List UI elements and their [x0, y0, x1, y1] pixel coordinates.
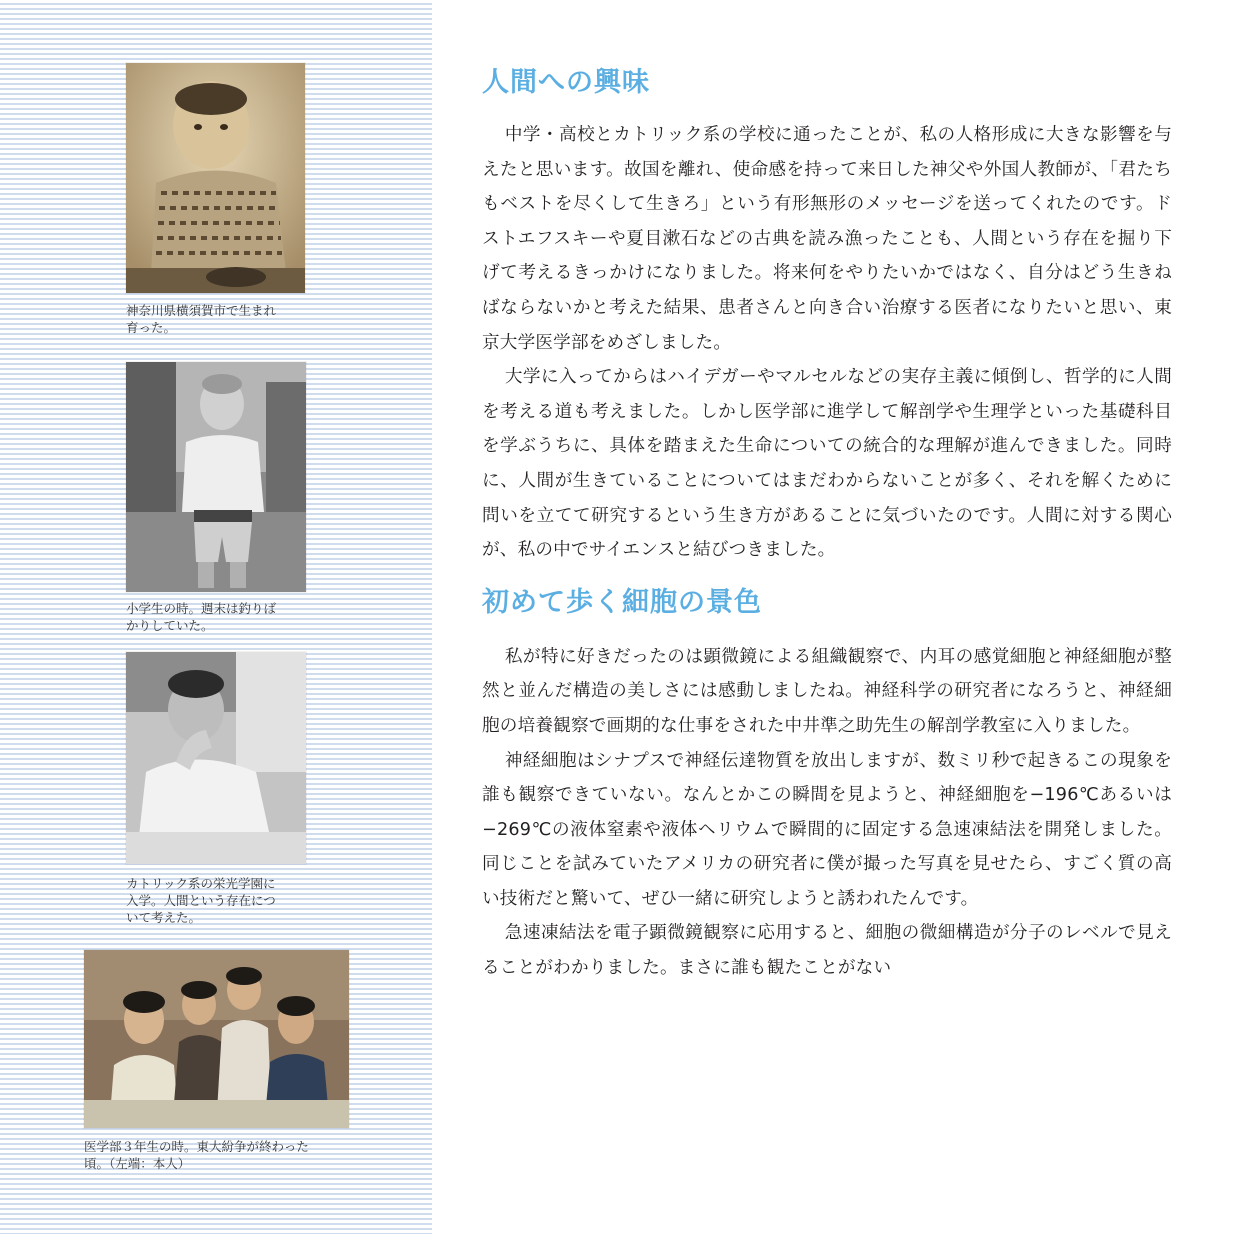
- paragraph: 急速凍結法を電子顕微鏡観察に応用すると、細胞の微細構造が分子のレベルで見えることがわかりました。まさに誰も観たことがない: [482, 923, 1172, 979]
- photo-elementary-boy-caption: 小学生の時。週末は釣りば かりしていた。: [126, 601, 277, 633]
- section-interest-in-humans: [482, 62, 1172, 568]
- photo-medical-students-group-caption: 医学部３年生の時。東大紛争が終わった 頃。（左端：本人）: [84, 1139, 309, 1171]
- paragraph: 大学に入ってからはハイデガーやマルセルなどの実存主義に傾倒し、哲学的に人間を考える道も考えました。しかし医学部に進学して解剖学や生理学といった基礎科目を学ぶうちに、具体を踏まえた生命についての統合的な理解が進んできました。同時に、人間が生きていることについてはまだわからないことが多く、それを解くために問いを立てて研究するという生き方があることに気づいたのです。人間に対する関心が、私の中でサイエンスと結びつきました。: [482, 367, 1172, 561]
- photo-highschool-student-image: [126, 652, 306, 864]
- photo-baby-caption: 神奈川県横須賀市で生まれ 育った。: [126, 303, 277, 335]
- section-body: [482, 118, 1172, 568]
- photo-elementary-boy-image: [126, 362, 306, 592]
- paragraph: 私が特に好きだったのは顕微鏡による組織観察で、内耳の感覚細胞と神経細胞が整然と並んだ構造の美しさには感動しましたね。神経科学の研究者になろうと、神経細胞の培養観察で画期的な仕事をされた中井準之助先生の解剖学教室に入りました。: [482, 646, 1172, 736]
- photo-medical-students-group-image: [84, 950, 349, 1128]
- photo-baby-image: [126, 63, 305, 293]
- paragraph: 神経細胞はシナプスで神経伝達物質を放出しますが、数ミリ秒で起きるこの現象を誰も観察できていない。なんとかこの瞬間を見ようと、神経細胞を−196℃あるいは−269℃の液体窒素や液体ヘリウムで瞬間的に固定する急速凍結法を開発しました。同じことを試みていたアメリカの研究者に僕が撮った写真を見せたら、すごく質の高い技術だと驚いて、ぜひ一緒に研究しようと誘われたんです。: [482, 750, 1172, 909]
- photo-medical-students-group: [84, 950, 349, 1128]
- section-heading: 初めて歩く細胞の景色: [482, 586, 762, 618]
- article-content: [482, 62, 1172, 986]
- photo-elementary-boy: [126, 362, 306, 592]
- photo-highschool-student-caption: カトリック系の栄光学園に 入学。人間という存在につ いて考えた。: [126, 876, 276, 925]
- photo-highschool-student: [126, 652, 306, 864]
- section-cell-landscape: [482, 582, 1172, 986]
- paragraph: 中学・高校とカトリック系の学校に通ったことが、私の人格形成に大きな影響を与えたと思います。故国を離れ、使命感を持って来日した神父や外国人教師が、「君たちもベストを尽くして生きろ」という有形無形のメッセージを送ってくれたのです。ドストエフスキーや夏目漱石などの古典を読み漁ったことも、人間という存在を掘り下げて考えるきっかけになりました。将来何をやりたいかではなく、自分はどう生きねばならないかと考えた結果、患者さんと向き合い治療する医者になりたいと思い、東京大学医学部をめざしました。: [482, 125, 1172, 353]
- section-body: [482, 640, 1172, 986]
- photo-baby: [126, 63, 305, 293]
- section-heading: 人間への興味: [482, 67, 650, 98]
- sidebar-striped-background: [0, 0, 432, 1234]
